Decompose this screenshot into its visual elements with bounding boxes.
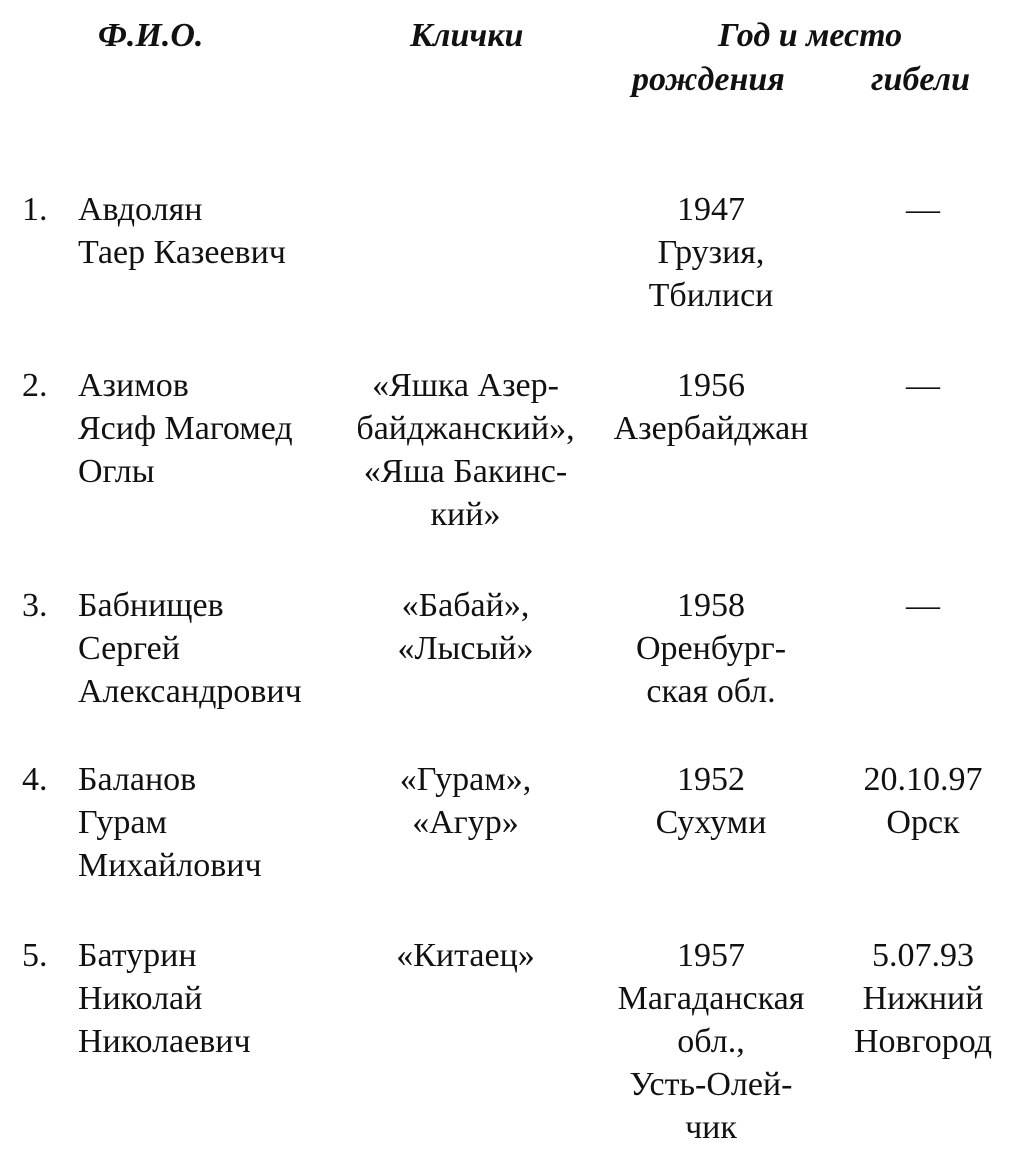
name-line: Николай	[78, 980, 203, 1017]
row-5-death	[832, 934, 1014, 1063]
header-aliases: Клички	[410, 17, 524, 54]
alias-line: кий»	[430, 496, 501, 533]
death-line: Орск	[886, 804, 960, 841]
row-2-death	[832, 364, 1014, 407]
alias-line: «Яшка Азер-	[372, 367, 559, 404]
row-1-number: 1.	[22, 191, 48, 228]
row-1-death	[832, 188, 1014, 231]
name-line: Николаевич	[78, 1023, 251, 1060]
row-4-death	[832, 758, 1014, 844]
name-line: Александрович	[78, 673, 302, 710]
row-5-number: 5.	[22, 937, 48, 974]
name-line: Батурин	[78, 937, 197, 974]
birth-line: Тбилиси	[648, 277, 774, 314]
row-2-number: 2.	[22, 367, 48, 404]
name-line: Оглы	[78, 453, 155, 490]
alias-line: «Яша Бакинс-	[363, 453, 568, 490]
death-line: 5.07.93	[872, 937, 974, 974]
row-1-name	[78, 188, 286, 274]
birth-line: 1956	[677, 367, 745, 404]
birth-line: Грузия,	[657, 234, 765, 271]
row-5-aliases	[343, 934, 588, 977]
alias-line: «Агур»	[412, 804, 519, 841]
birth-line: Оренбург-	[635, 630, 787, 667]
death-line: Нижний	[862, 980, 984, 1017]
name-line: Сергей	[78, 630, 180, 667]
death-line: Новгород	[853, 1023, 993, 1060]
name-line: Ясиф Магомед	[78, 410, 293, 447]
name-line: Баланов	[78, 761, 197, 798]
death-line: —	[906, 587, 940, 624]
name-line: Бабнищев	[78, 587, 224, 624]
row-2-birth	[595, 364, 827, 450]
row-4-aliases	[343, 758, 588, 844]
row-1-birth	[595, 188, 827, 317]
death-line: —	[906, 367, 940, 404]
birth-line: ская обл.	[646, 673, 776, 710]
header-year-place: Год и место	[718, 17, 903, 54]
row-4-birth	[595, 758, 827, 844]
header-death: гибели	[871, 61, 971, 98]
birth-line: Азербайджан	[613, 410, 809, 447]
death-line: —	[906, 191, 940, 228]
row-2-name	[78, 364, 293, 493]
death-line: 20.10.97	[863, 761, 983, 798]
alias-line: «Лысый»	[397, 630, 534, 667]
row-2-aliases	[343, 364, 588, 536]
birth-line: чик	[685, 1109, 737, 1146]
row-3-death	[832, 584, 1014, 627]
row-3-aliases	[343, 584, 588, 670]
name-line: Михайлович	[78, 847, 262, 884]
header-fio: Ф.И.О.	[98, 17, 204, 54]
birth-line: Сухуми	[655, 804, 767, 841]
row-5-name	[78, 934, 251, 1063]
name-line: Авдолян	[78, 191, 203, 228]
header-birth: рождения	[632, 61, 785, 98]
row-4-name	[78, 758, 262, 887]
birth-line: 1952	[677, 761, 745, 798]
birth-line: 1957	[677, 937, 745, 974]
birth-line: обл.,	[677, 1023, 745, 1060]
name-line: Таер Казеевич	[78, 234, 286, 271]
alias-line: «Бабай»,	[401, 587, 530, 624]
birth-line: Усть-Олей-	[629, 1066, 793, 1103]
row-3-birth	[595, 584, 827, 713]
row-5-birth	[595, 934, 827, 1149]
birth-line: Магаданская	[617, 980, 805, 1017]
name-line: Гурам	[78, 804, 167, 841]
name-line: Азимов	[78, 367, 189, 404]
row-4-number: 4.	[22, 761, 48, 798]
row-3-name	[78, 584, 302, 713]
birth-line: 1947	[677, 191, 745, 228]
alias-line: байджанский»,	[356, 410, 575, 447]
birth-line: 1958	[677, 587, 745, 624]
alias-line: «Гурам»,	[399, 761, 532, 798]
row-3-number: 3.	[22, 587, 48, 624]
alias-line: «Китаец»	[396, 937, 535, 974]
